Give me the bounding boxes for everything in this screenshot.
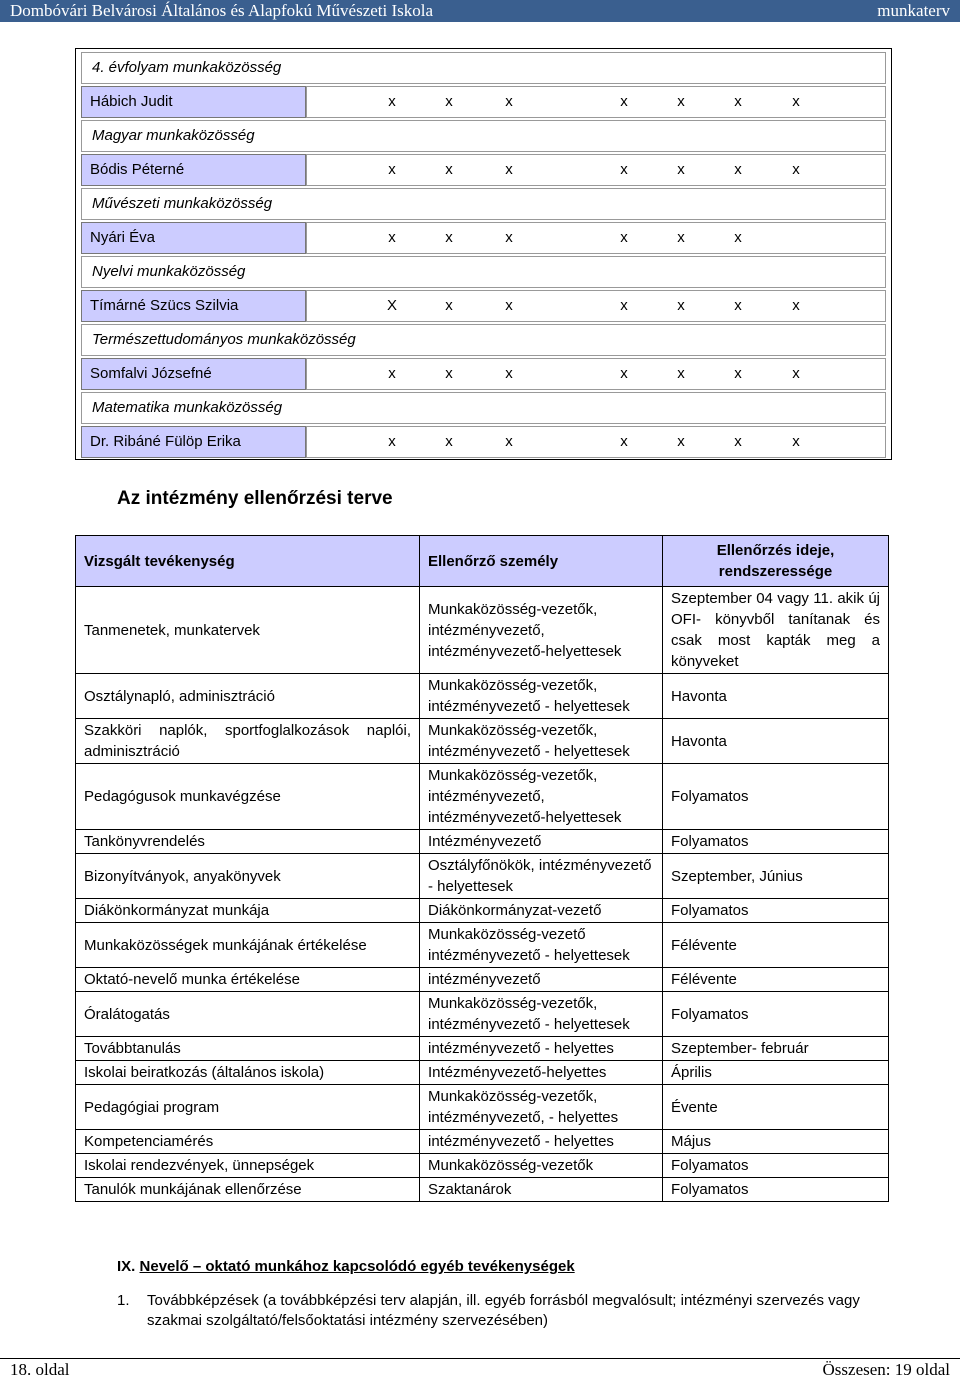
grid-mark: x	[620, 93, 628, 110]
grid-mark: x	[620, 161, 628, 178]
page-footer	[0, 1358, 960, 1381]
table-header-row	[76, 536, 889, 587]
grid-mark: x	[792, 297, 800, 314]
cell-time: Folyamatos	[663, 1178, 889, 1202]
table-row	[76, 923, 889, 968]
grid-row-marks	[306, 222, 886, 254]
cell-activity: Tankönyvrendelés	[76, 830, 420, 854]
section-heading	[117, 1258, 575, 1275]
grid-row-marks	[306, 154, 886, 186]
grid-row-name: Hábich Judit	[81, 86, 306, 118]
grid-mark: x	[445, 433, 453, 450]
grid-mark: x	[792, 365, 800, 382]
grid-mark: x	[445, 229, 453, 246]
cell-inspector: Munkaközösség-vezetők, intézményvezető, intézményvezető-helyettesek	[420, 764, 663, 830]
cell-activity: Munkaközösségek munkájának értékelése	[76, 923, 420, 968]
grid-title: 4. évfolyam munkaközösség	[81, 52, 886, 84]
grid-mark: x	[677, 161, 685, 178]
grid-mark: x	[620, 433, 628, 450]
table-row	[76, 899, 889, 923]
page-number: 18. oldal	[10, 1360, 70, 1379]
grid-mark: x	[734, 297, 742, 314]
cell-time: Folyamatos	[663, 899, 889, 923]
grid-mark: x	[620, 297, 628, 314]
schedule-grid	[75, 48, 892, 460]
header-inspector: Ellenőrző személy	[420, 536, 663, 587]
cell-time: Szeptember, Június	[663, 854, 889, 899]
section-title: Nevelő – oktató munkához kapcsolódó egyéb tevékenységek	[139, 1258, 575, 1275]
grid-mark: x	[792, 93, 800, 110]
cell-activity: Szakköri naplók, sportfoglalkozások naplói, adminisztráció	[76, 719, 420, 764]
grid-row-name: Dr. Ribáné Fülöp Erika	[81, 426, 306, 458]
cell-inspector: Szaktanárok	[420, 1178, 663, 1202]
cell-time: Április	[663, 1061, 889, 1085]
grid-mark: x	[505, 93, 513, 110]
grid-row-name: Nyári Éva	[81, 222, 306, 254]
cell-activity: Tanmenetek, munkatervek	[76, 587, 420, 674]
grid-mark: x	[792, 433, 800, 450]
grid-group-title: Magyar munkaközösség	[81, 120, 886, 152]
grid-row-marks	[306, 290, 886, 322]
grid-mark: x	[677, 93, 685, 110]
grid-mark: x	[505, 297, 513, 314]
grid-mark: x	[388, 93, 396, 110]
grid-mark: x	[677, 433, 685, 450]
grid-mark: x	[734, 229, 742, 246]
cell-inspector: Munkaközösség-vezetők, intézményvezető, intézményvezető-helyettesek	[420, 587, 663, 674]
table-row	[76, 968, 889, 992]
grid-row-name: Somfalvi Józsefné	[81, 358, 306, 390]
table-row	[76, 1037, 889, 1061]
grid-mark: x	[677, 297, 685, 314]
cell-activity: Oktató-nevelő munka értékelése	[76, 968, 420, 992]
grid-mark: x	[734, 161, 742, 178]
grid-mark: x	[388, 229, 396, 246]
header-activity: Vizsgált tevékenység	[76, 536, 420, 587]
grid-mark: x	[734, 365, 742, 382]
grid-group-title: Természettudományos munkaközösség	[81, 324, 886, 356]
table-row	[76, 1178, 889, 1202]
grid-group-title: Matematika munkaközösség	[81, 392, 886, 424]
grid-mark: X	[386, 297, 397, 314]
cell-time: Havonta	[663, 674, 889, 719]
cell-time: Szeptember- február	[663, 1037, 889, 1061]
page-header	[0, 0, 960, 22]
cell-inspector: Munkaközösség-vezető intézményvezető - helyettesek	[420, 923, 663, 968]
cell-activity: Diákönkormányzat munkája	[76, 899, 420, 923]
cell-inspector: Osztályfőnökök, intézményvezető - helyettesek	[420, 854, 663, 899]
cell-activity: Óralátogatás	[76, 992, 420, 1037]
cell-inspector: intézményvezető	[420, 968, 663, 992]
table-row	[76, 764, 889, 830]
table-row	[76, 1085, 889, 1130]
grid-mark: x	[677, 229, 685, 246]
section-prefix: IX.	[117, 1258, 140, 1275]
grid-mark: x	[734, 433, 742, 450]
grid-row-marks	[306, 426, 886, 458]
cell-time: Május	[663, 1130, 889, 1154]
plan-title: Az intézmény ellenőrzési terve	[117, 488, 393, 509]
table-row	[76, 854, 889, 899]
list-number: 1.	[117, 1292, 130, 1309]
grid-row-marks	[306, 358, 886, 390]
cell-activity: Iskolai rendezvények, ünnepségek	[76, 1154, 420, 1178]
grid-mark: x	[445, 365, 453, 382]
grid-group-title: Nyelvi munkaközösség	[81, 256, 886, 288]
cell-time: Folyamatos	[663, 1154, 889, 1178]
table-row	[76, 1130, 889, 1154]
list-text: Továbbképzések (a továbbképzési terv alapján, ill. egyéb forrásból megvalósult; intézményi szervezés vagy szakmai szolgáltató/felsőoktatási intézmény szervezésében)	[147, 1292, 860, 1329]
grid-mark: x	[388, 433, 396, 450]
grid-mark: x	[620, 365, 628, 382]
cell-time: Szeptember 04 vagy 11. akik új OFI- könyvből tanítanak és csak most kapták meg a könyveket	[663, 587, 889, 674]
cell-inspector: intézményvezető - helyettes	[420, 1130, 663, 1154]
table-row	[76, 587, 889, 674]
cell-time: Folyamatos	[663, 992, 889, 1037]
doc-type: munkaterv	[877, 1, 950, 20]
cell-activity: Iskolai beiratkozás (általános iskola)	[76, 1061, 420, 1085]
cell-activity: Pedagógiai program	[76, 1085, 420, 1130]
cell-inspector: Munkaközösség-vezetők, intézményvezető - helyettesek	[420, 992, 663, 1037]
cell-time: Folyamatos	[663, 764, 889, 830]
grid-mark: x	[388, 161, 396, 178]
cell-activity: Osztálynapló, adminisztráció	[76, 674, 420, 719]
table-row	[76, 992, 889, 1037]
grid-mark: x	[505, 161, 513, 178]
inspection-plan-table	[75, 535, 889, 1202]
table-row	[76, 674, 889, 719]
grid-mark: x	[505, 229, 513, 246]
cell-inspector: Munkaközösség-vezetők, intézményvezető - helyettesek	[420, 674, 663, 719]
cell-activity: Tanulók munkájának ellenőrzése	[76, 1178, 420, 1202]
cell-inspector: Munkaközösség-vezetők, intézményvezető, - helyettes	[420, 1085, 663, 1130]
cell-inspector: intézményvezető - helyettes	[420, 1037, 663, 1061]
cell-inspector: Munkaközösség-vezetők	[420, 1154, 663, 1178]
school-name: Dombóvári Belvárosi Általános és Alapfokú Művészeti Iskola	[10, 1, 434, 20]
grid-mark: x	[792, 161, 800, 178]
table-row	[76, 1061, 889, 1085]
grid-row-marks	[306, 86, 886, 118]
cell-time: Havonta	[663, 719, 889, 764]
grid-mark: x	[388, 365, 396, 382]
cell-time: Évente	[663, 1085, 889, 1130]
grid-row-name: Bódis Péterné	[81, 154, 306, 186]
header-time: Ellenőrzés ideje, rendszeressége	[663, 536, 889, 587]
cell-inspector: Intézményvezető	[420, 830, 663, 854]
cell-inspector: Intézményvezető-helyettes	[420, 1061, 663, 1085]
grid-mark: x	[445, 297, 453, 314]
cell-time: Félévente	[663, 968, 889, 992]
grid-mark: x	[505, 365, 513, 382]
cell-activity: Kompetenciamérés	[76, 1130, 420, 1154]
cell-inspector: Munkaközösség-vezetők, intézményvezető - helyettesek	[420, 719, 663, 764]
table-row	[76, 830, 889, 854]
grid-mark: x	[677, 365, 685, 382]
cell-time: Folyamatos	[663, 830, 889, 854]
cell-inspector: Diákönkormányzat-vezető	[420, 899, 663, 923]
grid-mark: x	[445, 93, 453, 110]
page-total: Összesen: 19 oldal	[822, 1360, 950, 1379]
grid-mark: x	[445, 161, 453, 178]
grid-mark: x	[734, 93, 742, 110]
table-row	[76, 719, 889, 764]
cell-activity: Bizonyítványok, anyakönyvek	[76, 854, 420, 899]
table-row	[76, 1154, 889, 1178]
grid-mark: x	[620, 229, 628, 246]
grid-row-name: Tímárné Szücs Szilvia	[81, 290, 306, 322]
cell-activity: Továbbtanulás	[76, 1037, 420, 1061]
cell-activity: Pedagógusok munkavégzése	[76, 764, 420, 830]
cell-time: Félévente	[663, 923, 889, 968]
grid-group-title: Művészeti munkaközösség	[81, 188, 886, 220]
grid-mark: x	[505, 433, 513, 450]
